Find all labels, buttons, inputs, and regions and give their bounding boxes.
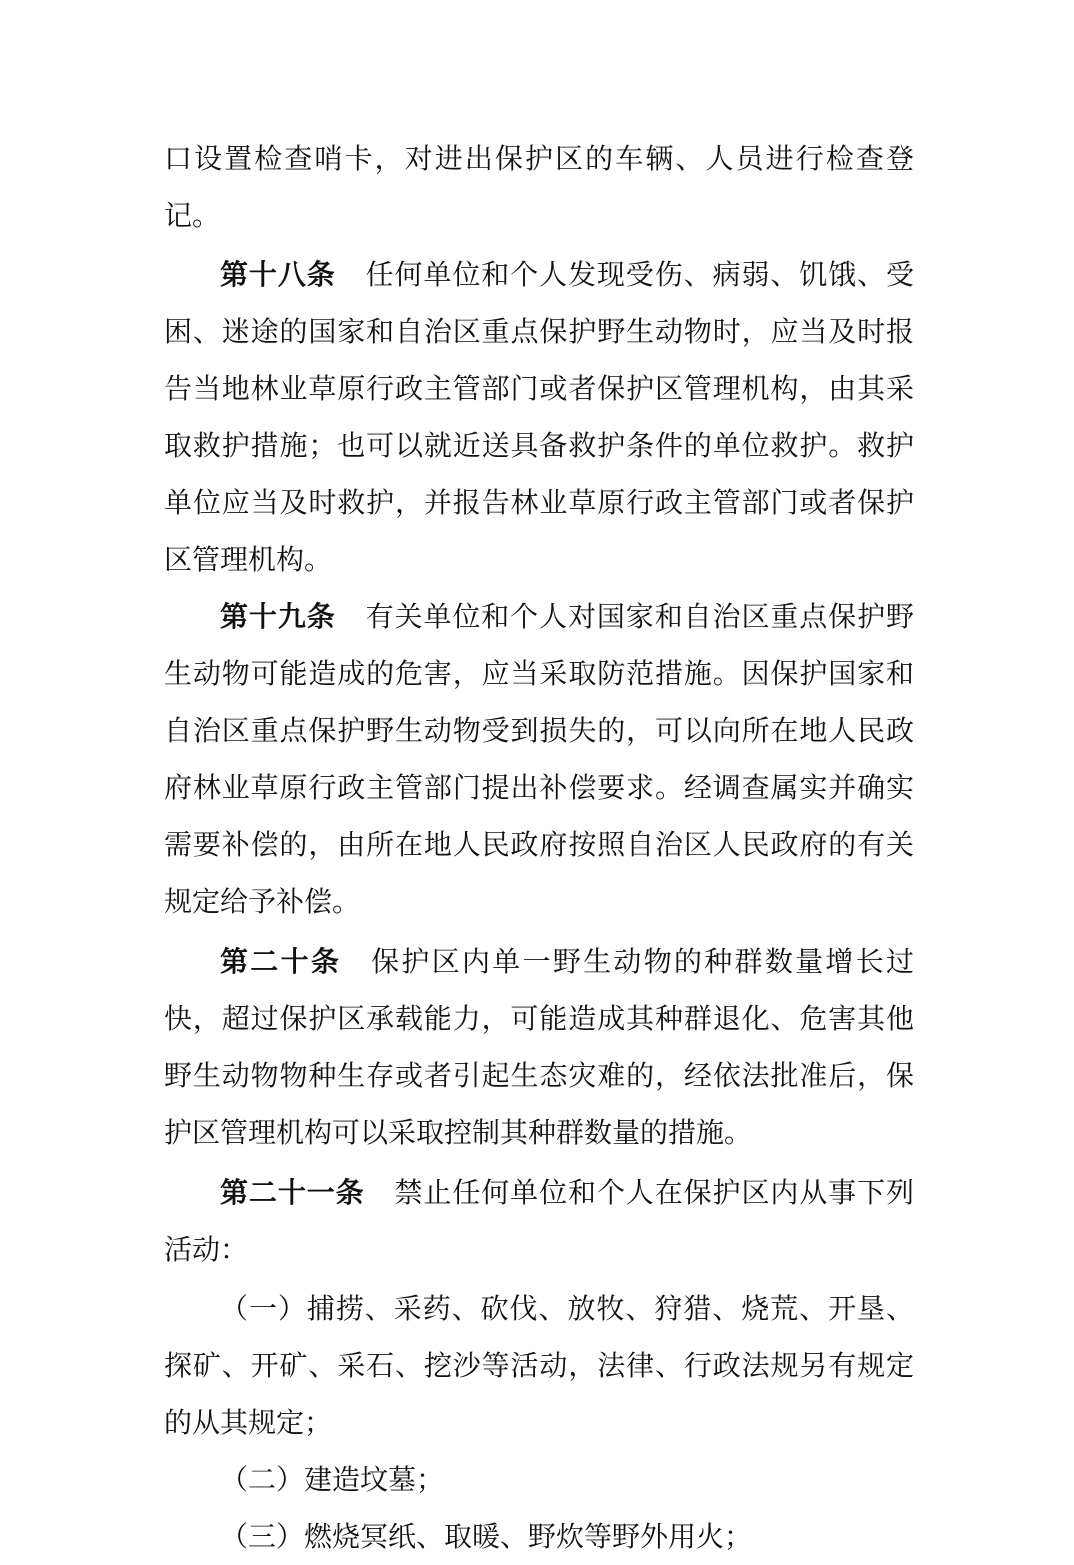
article-20 bbox=[164, 933, 914, 1161]
list-item: （一）捕捞、采药、砍伐、放牧、狩猎、烧荒、开垦、探矿、开矿、采石、挖沙等活动，法律、行政法规另有规定的从其规定； bbox=[164, 1292, 914, 1439]
article-number: 第二十条 bbox=[220, 945, 342, 978]
article-19 bbox=[164, 588, 914, 930]
article-text: 禁止任何单位和个人在保护区内从事下列活动： bbox=[164, 1176, 914, 1266]
article-18 bbox=[164, 246, 914, 588]
article-text: 任何单位和个人发现受伤、病弱、饥饿、受困、迷途的国家和自治区重点保护野生动物时，应当及时报告当地林业草原行政主管部门或者保护区管理机构，由其采取救护措施；也可以就近送具备救护条件的单位救护。救护单位应当及时救护，并报告林业草原行政主管部门或者保护区管理机构。 bbox=[164, 258, 914, 576]
article-number: 第十九条 bbox=[220, 600, 336, 633]
list-item: （二）建造坟墓； bbox=[220, 1463, 445, 1496]
document-body bbox=[164, 130, 914, 1565]
article-number: 第十八条 bbox=[220, 258, 336, 291]
list-item: （三）燃烧冥纸、取暖、野炊等野外用火； bbox=[220, 1520, 753, 1553]
article-text: 保护区内单一野生动物的种群数量增长过快，超过保护区承载能力，可能造成其种群退化、危害其他野生动物物种生存或者引起生态灾难的，经依法批准后，保护区管理机构可以采取控制其种群数量的措施。 bbox=[164, 945, 914, 1149]
article-text: 有关单位和个人对国家和自治区重点保护野生动物可能造成的危害，应当采取防范措施。因保护国家和自治区重点保护野生动物受到损失的，可以向所在地人民政府林业草原行政主管部门提出补偿要求。经调查属实并确实需要补偿的，由所在地人民政府按照自治区人民政府的有关规定给予补偿。 bbox=[164, 600, 914, 918]
continuation-paragraph: 口设置检查哨卡，对进出保护区的车辆、人员进行检查登记。 bbox=[164, 142, 914, 232]
article-number: 第二十一条 bbox=[220, 1176, 365, 1209]
article-21 bbox=[164, 1164, 914, 1278]
